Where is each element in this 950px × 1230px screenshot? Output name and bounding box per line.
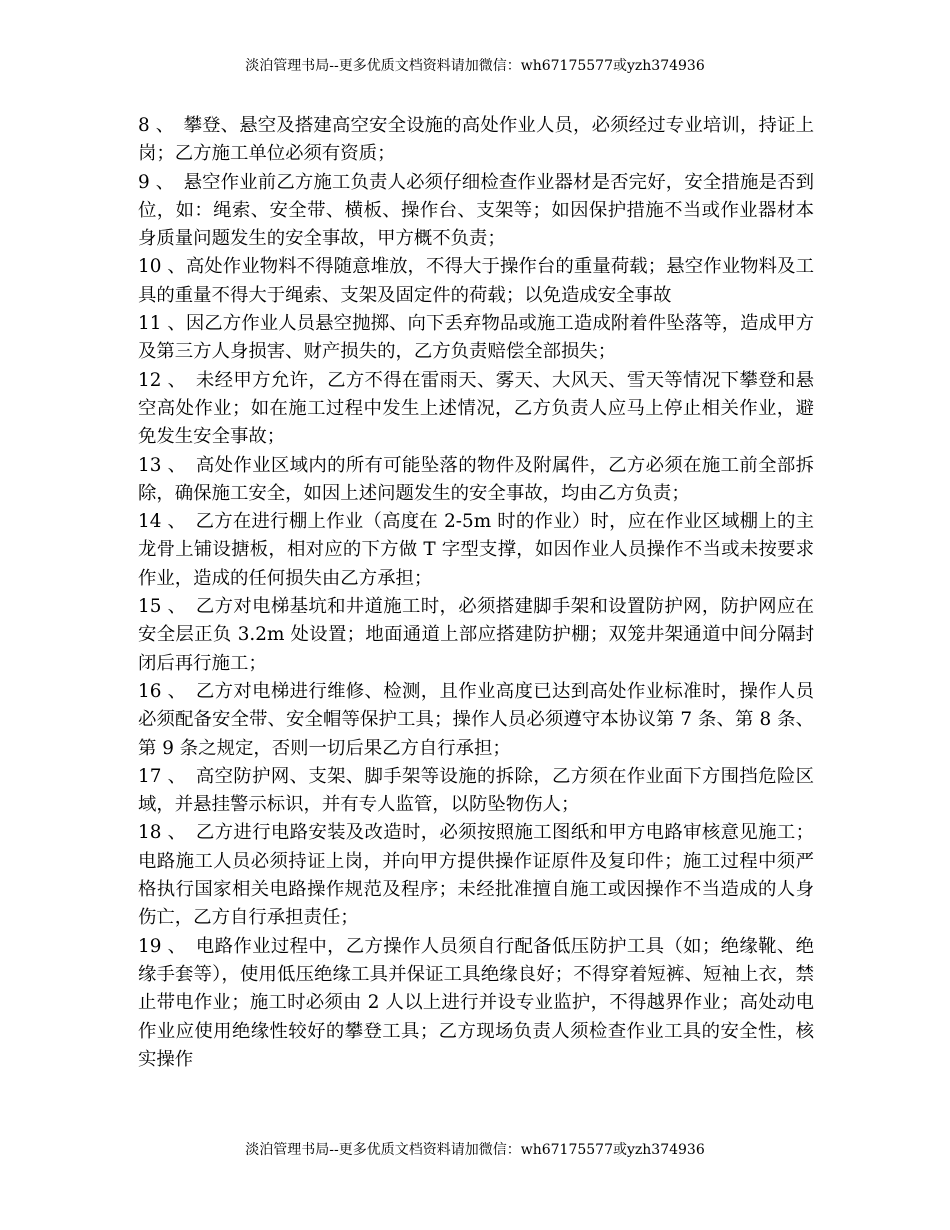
clause-9: 9 、 悬空作业前乙方施工负责人必须仔细检查作业器材是否完好，安全措施是否到位，如：绳索、安全带、横板、操作台、支架等；如因保护措施不当或作业器材本身质量问题发生的安全事故，甲方概不负责；: [138, 171, 814, 250]
clause-14: 14 、 乙方在进行棚上作业（高度在 2-5m 时的作业）时，应在作业区域棚上的主龙骨上铺设搪板，相对应的下方做 T 字型支撑，如因作业人员操作不当或未按要求作业，造成的任何损失由乙方承担；: [138, 511, 814, 589]
clause-16: 16 、 乙方对电梯进行维修、检测，且作业高度已达到高处作业标准时，操作人员必须配备安全带、安全帽等保护工具；操作人员必须遵守本协议第 7 条、第 8 条、第 9 条之规定，否则一切后果乙方自行承担；: [138, 680, 814, 759]
clause-8: 8 、 攀登、悬空及搭建高空安全设施的高处作业人员，必须经过专业培训，持证上岗；乙方施工单位必须有资质；: [138, 115, 814, 165]
document-body: [138, 112, 814, 1074]
page-footer: 淡泊管理书局--更多优质文档资料请加微信：wh67175577或yzh374936: [245, 1142, 705, 1158]
clause-11: 11 、因乙方作业人员悬空抛掷、向下丢弃物品或施工造成附着件坠落等，造成甲方及第三方人身损害、财产损失的，乙方负责赔偿全部损失；: [138, 313, 814, 363]
clause-15: 15 、 乙方对电梯基坑和井道施工时，必须搭建脚手架和设置防护网，防护网应在安全层正负 3.2m 处设置；地面通道上部应搭建防护棚；双笼井架通道中间分隔封闭后再行施工；: [138, 596, 814, 674]
clause-12: 12 、 未经甲方允许，乙方不得在雷雨天、雾天、大风天、雪天等情况下攀登和悬空高处作业；如在施工过程中发生上述情况，乙方负责人应马上停止相关作业，避免发生安全事故；: [138, 369, 814, 448]
clause-17: 17 、 高空防护网、支架、脚手架等设施的拆除，乙方须在作业面下方围挡危险区域，并悬挂警示标识，并有专人监管，以防坠物伤人；: [138, 765, 814, 816]
page-header: 淡泊管理书局--更多优质文档资料请加微信：wh67175577或yzh374936: [245, 58, 705, 74]
clause-10: 10 、高处作业物料不得随意堆放，不得大于操作台的重量荷载；悬空作业物料及工具的重量不得大于绳索、支架及固定件的荷载；以免造成安全事故: [138, 256, 814, 306]
clause-18: 18 、 乙方进行电路安装及改造时，必须按照施工图纸和甲方电路审核意见施工；电路施工人员必须持证上岗，并向甲方提供操作证原件及复印件；施工过程中须严格执行国家相关电路操作规范及程序；未经批准擅自施工或因操作不当造成的人身伤亡，乙方自行承担责任；: [138, 822, 814, 929]
clause-13: 13 、 高处作业区域内的所有可能坠落的物件及附属件，乙方必须在施工前全部拆除，确保施工安全，如因上述问题发生的安全事故，均由乙方负责；: [138, 454, 814, 504]
clause-19: 19 、 电路作业过程中，乙方操作人员须自行配备低压防护工具（如；绝缘靴、绝缘手套等），使用低压绝缘工具并保证工具绝缘良好；不得穿着短裤、短袖上衣，禁止带电作业；施工时必须由 2 人以上进行并设专业监护，不得越界作业；高处动电作业应使用绝缘性较好的攀登工具；乙方现场负责人须检查作业工具的安全性，核实操作: [138, 935, 814, 1070]
